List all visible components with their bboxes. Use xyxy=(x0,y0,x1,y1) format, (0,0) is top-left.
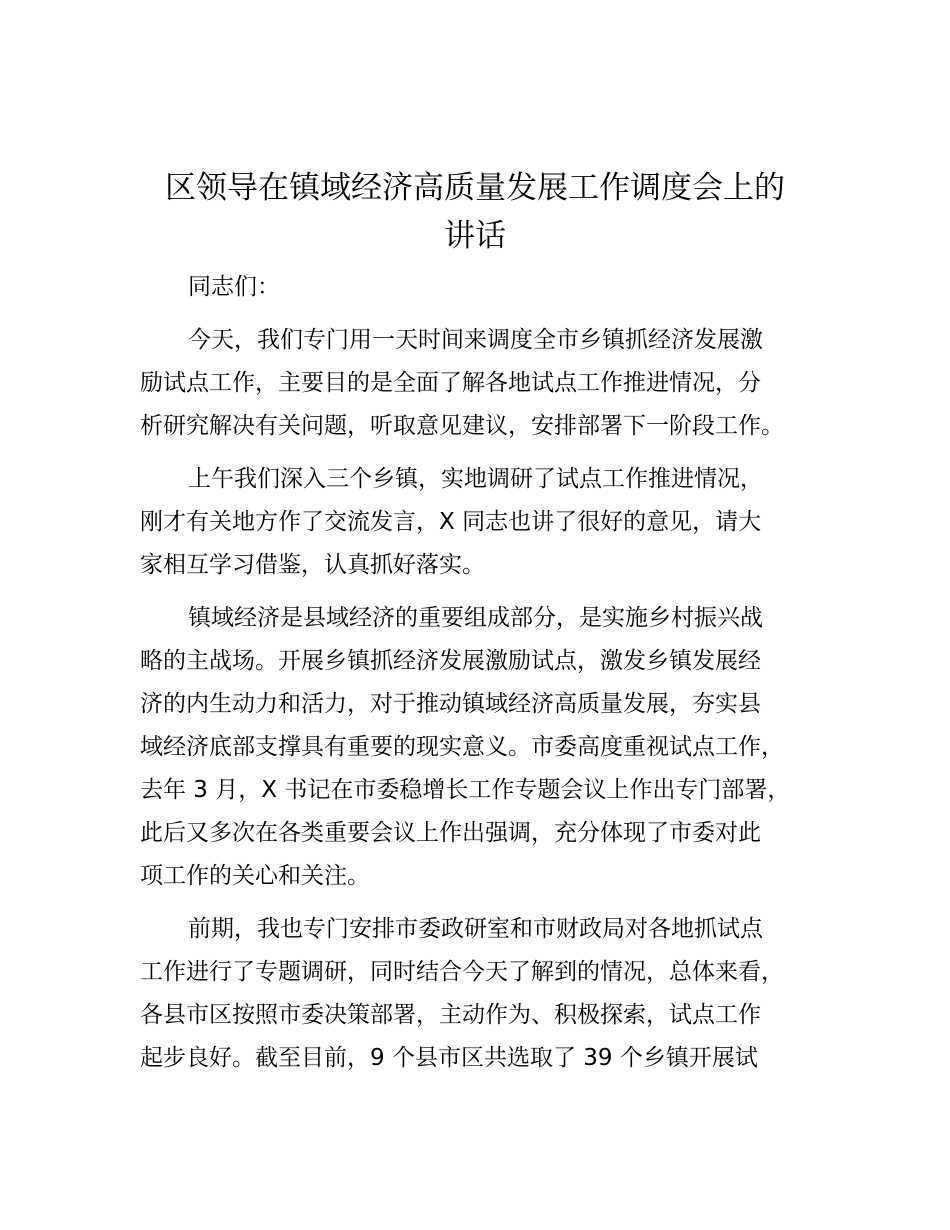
text-line: 济的内生动力和活力，对于推动镇域经济高质量发展，夯实县 xyxy=(140,691,761,717)
text-line: 镇域经济是县域经济的重要组成部分，是实施乡村振兴战 xyxy=(188,605,763,631)
text-line: 励试点工作，主要目的是全面了解各地试点工作推进情况，分 xyxy=(140,370,761,396)
text-line: 各县市区按照市委决策部署，主动作为、积极探索，试点工作 xyxy=(140,1002,761,1028)
text-line: 项工作的关心和关注。 xyxy=(140,863,370,889)
paragraph-4 xyxy=(140,908,830,1080)
text-line: 上午我们深入三个乡镇，实地调研了试点工作推进情况， xyxy=(188,466,763,492)
text-line: 此后又多次在各类重要会议上作出强调，充分体现了市委对此 xyxy=(140,820,761,846)
text-line: 前期，我也专门安排市委政研室和市财政局对各地抓试点 xyxy=(188,916,763,942)
text-line: 析研究解决有关问题，听取意见建议，安排部署下一阶段工作。 xyxy=(140,413,784,439)
text-line: 起步良好。截至目前，9 个县市区共选取了 39 个乡镇开展试 xyxy=(140,1045,758,1071)
text-line: 工作进行了专题调研，同时结合今天了解到的情况，总体来看， xyxy=(140,959,784,985)
paragraph-2 xyxy=(140,458,830,587)
paragraph-3 xyxy=(140,597,830,898)
text-line: 略的主战场。开展乡镇抓经济发展激励试点，激发乡镇发展经 xyxy=(140,648,761,674)
title-line: 区领导在镇域经济高质量发展工作调度会上的 xyxy=(165,170,785,206)
text-line: 去年 3 月，X 书记在市委稳增长工作专题会议上作出专门部署， xyxy=(140,777,791,803)
text-line: 今天，我们专门用一天时间来调度全市乡镇抓经济发展激 xyxy=(188,327,763,353)
salutation: 同志们： xyxy=(188,274,280,300)
paragraph-1 xyxy=(140,319,830,448)
document-body xyxy=(140,266,830,1090)
title-line: 讲话 xyxy=(444,218,506,254)
text-line: 家相互学习借鉴，认真抓好落实。 xyxy=(140,552,485,578)
text-line: 刚才有关地方作了交流发言，X 同志也讲了很好的意见，请大 xyxy=(140,509,762,535)
document-title xyxy=(140,164,810,260)
text-line: 域经济底部支撑具有重要的现实意义。市委高度重视试点工作， xyxy=(140,734,784,760)
